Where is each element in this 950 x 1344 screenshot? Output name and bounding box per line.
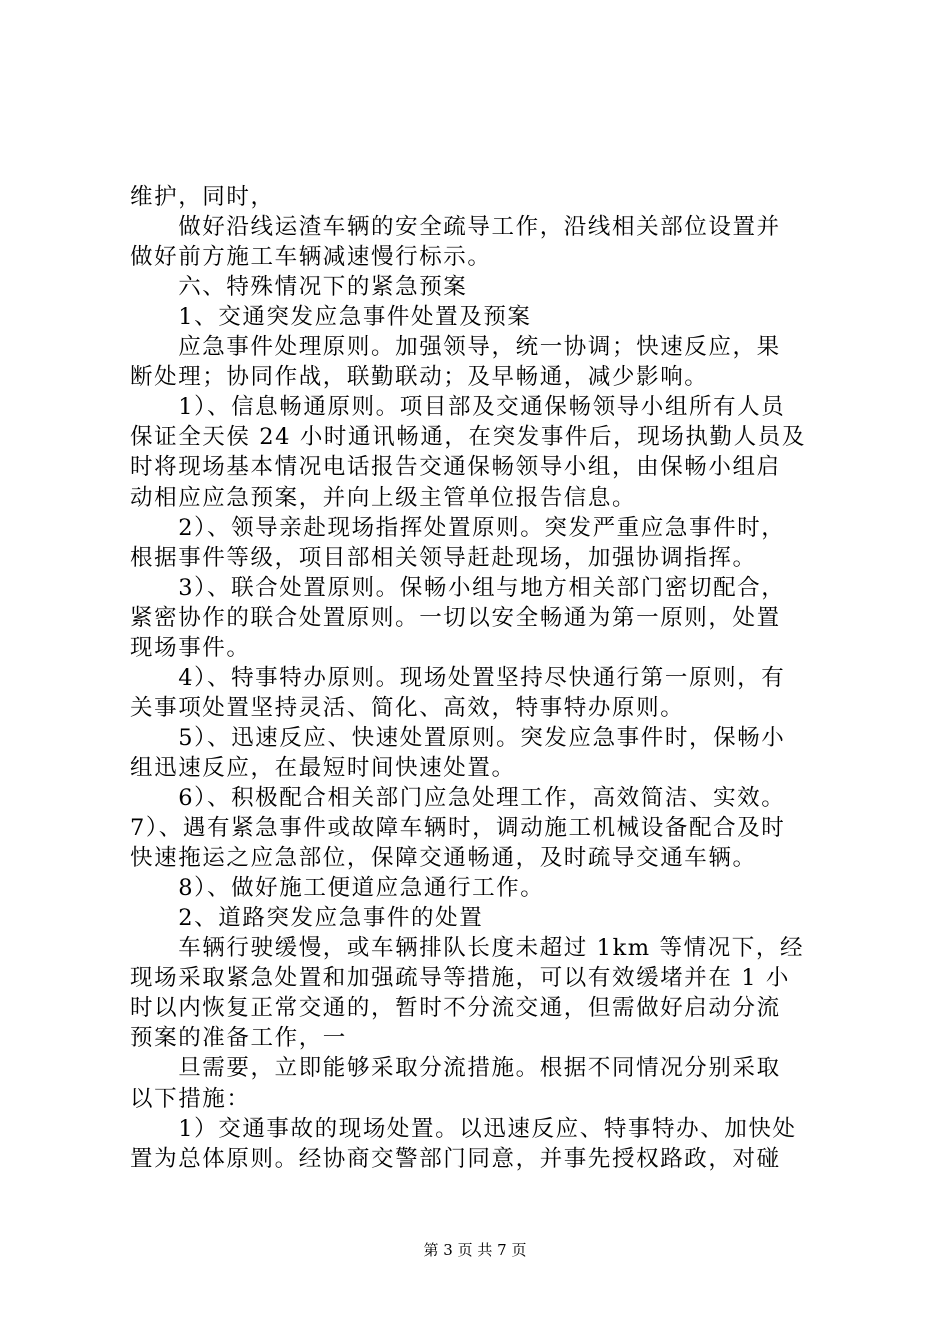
text-line: 6）、积极配合相关部门应急处理工作，高效简洁、实效。 [130,785,786,811]
text-line: 车辆行驶缓慢，或车辆排队长度未超过 1km 等情况下，经 [130,935,805,962]
text-line: 以下措施： [130,1085,251,1112]
text-line: 关事项处置坚持灵活、简化、高效，特事特办原则。 [130,694,685,721]
text-line: 4）、特事特办原则。现场处置坚持尽快通行第一原则，有 [130,664,786,691]
text-line: 7）、遇有紧急事件或故障车辆时，调动施工机械设备配合及时 [130,815,786,842]
text-line: 时将现场基本情况电话报告交通保畅领导小组，由保畅小组启 [130,454,781,481]
text-line: 时以内恢复正常交通的，暂时不分流交通，但需做好启动分流 [130,995,781,1022]
text-line: 六、特殊情况下的紧急预案 [130,274,468,301]
text-line: 根据事件等级，项目部相关领导赶赴现场，加强协调指挥。 [130,544,757,571]
text-line: 保证全天侯 24 小时通讯畅通，在突发事件后，现场执勤人员及 [130,424,806,451]
text-line: 2）、领导亲赴现场指挥处置原则。突发严重应急事件时， [130,514,786,541]
text-line: 1）、信息畅通原则。项目部及交通保畅领导小组所有人员 [130,394,786,421]
text-line: 紧密协作的联合处置原则。一切以安全畅通为第一原则，处置 [130,604,781,631]
text-line: 现场事件。 [130,634,251,661]
text-line: 1）交通事故的现场处置。以迅速反应、特事特办、加快处 [130,1115,797,1142]
page-footer: 第 3 页 共 7 页 [423,1241,527,1259]
text-line: 应急事件处理原则。加强领导，统一协调；快速反应，果 [130,334,781,361]
text-line: 动相应应急预案，并向上级主管单位报告信息。 [130,484,637,511]
text-line: 5）、迅速反应、快速处置原则。突发应急事件时，保畅小 [130,724,786,751]
text-line: 快速拖运之应急部位，保障交通畅通，及时疏导交通车辆。 [130,845,757,872]
text-line: 断处理；协同作战，联勤联动；及早畅通，减少影响。 [130,364,709,391]
text-line: 现场采取紧急处置和加强疏导等措施，可以有效缓堵并在 1 小 [130,965,791,992]
text-line: 预案的准备工作，一 [130,1025,347,1052]
text-line: 2、道路突发应急事件的处置 [130,905,484,932]
text-line: 旦需要，立即能够采取分流措施。根据不同情况分别采取 [130,1055,781,1082]
text-line: 维护，同时， [130,184,275,210]
text-line: 置为总体原则。经协商交警部门同意，并事先授权路政，对碰 [130,1145,781,1172]
text-line: 组迅速反应，在最短时间快速处置。 [130,754,516,781]
text-line: 3）、联合处置原则。保畅小组与地方相关部门密切配合， [130,574,786,601]
text-line: 做好沿线运渣车辆的安全疏导工作，沿线相关部位设置并 [130,214,781,241]
text-line: 8）、做好施工便道应急通行工作。 [130,875,545,902]
text-line: 1、交通突发应急事件处置及预案 [130,304,532,331]
text-line: 做好前方施工车辆减速慢行标示。 [130,244,492,271]
